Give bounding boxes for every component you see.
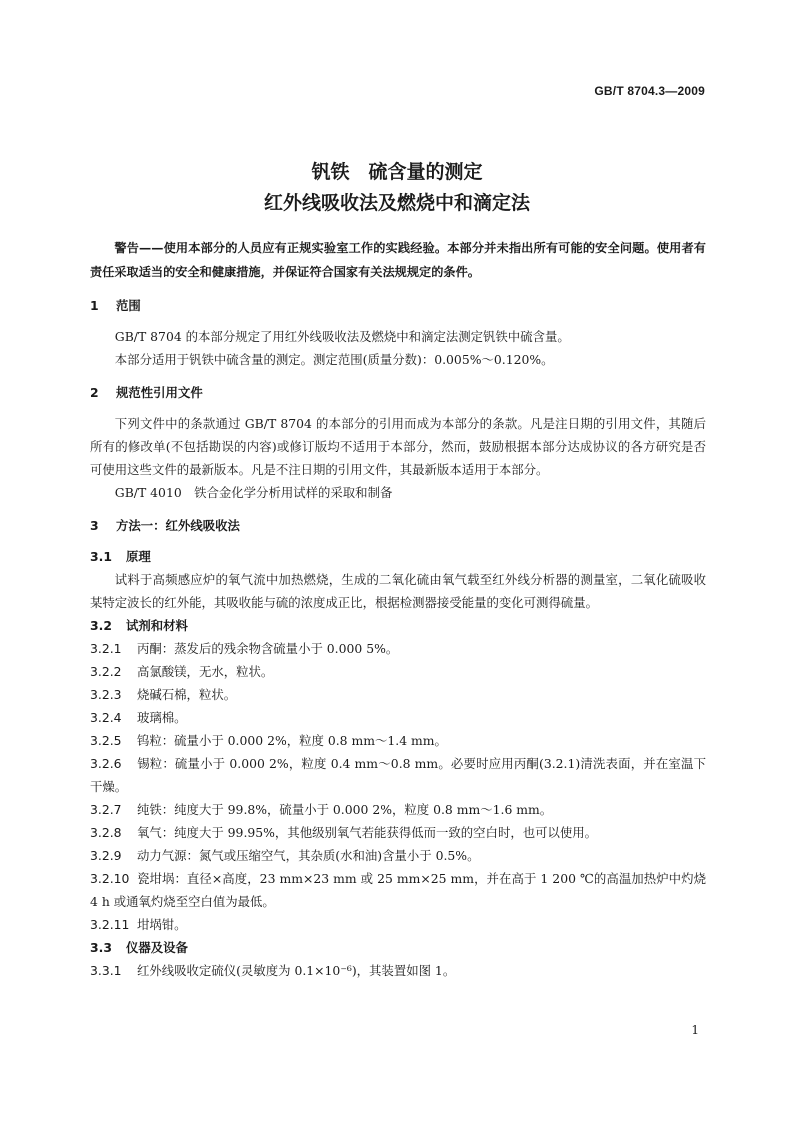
list-item	[90, 752, 706, 798]
paragraph: GB/T 8704 的本部分规定了用红外线吸收法及燃烧中和滴定法测定钒铁中硫含量。	[114, 329, 570, 344]
document-title-line-1: 钒铁 硫含量的测定	[311, 161, 483, 183]
item-number: 3.3.1	[90, 963, 122, 978]
item-text: 丙酮：蒸发后的残余物含硫量小于 0.000 5%。	[137, 641, 399, 656]
item-text: 烧碱石棉，粒状。	[137, 687, 237, 702]
item-text: 动力气源：氮气或压缩空气，其杂质(水和油)含量小于 0.5%。	[137, 848, 480, 863]
item-number: 3.2.3	[90, 687, 122, 702]
list-item	[90, 959, 706, 982]
section-heading-2	[90, 381, 706, 404]
section-heading-1	[90, 294, 706, 317]
subsection-number: 3.3	[90, 940, 112, 955]
item-text: 红外线吸收定硫仪(灵敏度为 0.1×10⁻⁶)，其装置如图 1。	[137, 963, 456, 978]
section-title: 规范性引用文件	[116, 385, 203, 400]
section-number: 1	[90, 298, 99, 313]
safety-warning: 警告——使用本部分的人员应有正规实验室工作的实践经验。本部分并未指出所有可能的安全问题。使用者有责任采取适当的安全和健康措施，并保证符合国家有关法规规定的条件。	[90, 241, 706, 279]
section-number: 3	[90, 518, 99, 533]
item-number: 3.2.10	[90, 871, 130, 886]
item-number: 3.2.9	[90, 848, 122, 863]
section-title: 范围	[116, 298, 141, 313]
item-number: 3.2.5	[90, 733, 122, 748]
item-number: 3.2.1	[90, 641, 122, 656]
paragraph: 试料于高频感应炉的氧气流中加热燃烧，生成的二氧化硫由氧气载至红外线分析器的测量室，二氧化硫吸收某特定波长的红外能，其吸收能与硫的浓度成正比，根据检测器接受能量的变化可测得硫量。	[90, 572, 706, 610]
page-number: 1	[691, 1023, 699, 1037]
item-number: 3.2.7	[90, 802, 122, 817]
subsection-title: 试剂和材料	[126, 618, 188, 633]
list-item	[90, 844, 706, 867]
list-item	[90, 660, 706, 683]
item-number: 3.2.6	[90, 756, 122, 771]
document-body	[90, 236, 706, 982]
list-item	[90, 821, 706, 844]
standard-code: GB/T 8704.3—2009	[594, 84, 705, 98]
list-item	[90, 867, 706, 913]
list-item	[90, 637, 706, 660]
document-title-line-2: 红外线吸收法及燃烧中和滴定法	[263, 192, 530, 214]
item-text: 钨粒：硫量小于 0.000 2%，粒度 0.8 mm～1.4 mm。	[137, 733, 447, 748]
item-text: 纯铁：纯度大于 99.8%，硫量小于 0.000 2%，粒度 0.8 mm～1.6 mm。	[137, 802, 553, 817]
subsection-heading-3-1	[90, 545, 706, 568]
item-text: 氧气：纯度大于 99.95%，其他级别氧气若能获得低而一致的空白时，也可以使用。	[137, 825, 598, 840]
item-text: 玻璃棉。	[137, 710, 187, 725]
item-number: 3.2.2	[90, 664, 122, 679]
subsection-heading-3-2	[90, 614, 706, 637]
subsection-title: 仪器及设备	[126, 940, 188, 955]
item-text: 瓷坩埚：直径×高度，23 mm×23 mm 或 25 mm×25 mm，并在高于 1 200 ℃的高温加热炉中灼烧 4 h 或通氧灼烧至空白值为最低。	[90, 871, 706, 909]
section-heading-3	[90, 514, 706, 537]
item-text: 锡粒：硫量小于 0.000 2%，粒度 0.4 mm～0.8 mm。必要时应用丙酮(3.2.1)清洗表面，并在室温下干燥。	[90, 756, 706, 794]
subsection-heading-3-3	[90, 936, 706, 959]
list-item	[90, 729, 706, 752]
list-item	[90, 706, 706, 729]
list-item	[90, 683, 706, 706]
section-number: 2	[90, 385, 99, 400]
item-number: 3.2.11	[90, 917, 130, 932]
item-number: 3.2.8	[90, 825, 122, 840]
item-text: 坩埚钳。	[137, 917, 187, 932]
list-item	[90, 798, 706, 821]
item-number: 3.2.4	[90, 710, 122, 725]
subsection-number: 3.2	[90, 618, 112, 633]
list-item	[90, 913, 706, 936]
subsection-title: 原理	[126, 549, 151, 564]
item-text: 高氯酸镁，无水，粒状。	[137, 664, 274, 679]
paragraph: 下列文件中的条款通过 GB/T 8704 的本部分的引用而成为本部分的条款。凡是注日期的引用文件，其随后所有的修改单(不包括勘误的内容)或修订版均不适用于本部分，然而，鼓励根据本部分达成协议的各方研究是否可使用这些文件的最新版本。凡是不注日期的引用文件，其最新版本适用于本部分。	[90, 416, 706, 477]
paragraph: 本部分适用于钒铁中硫含量的测定。测定范围(质量分数)：0.005%～0.120%。	[114, 352, 554, 367]
normative-reference: GB/T 4010 铁合金化学分析用试样的采取和制备	[114, 485, 393, 500]
subsection-number: 3.1	[90, 549, 112, 564]
section-title: 方法一：红外线吸收法	[116, 518, 240, 533]
